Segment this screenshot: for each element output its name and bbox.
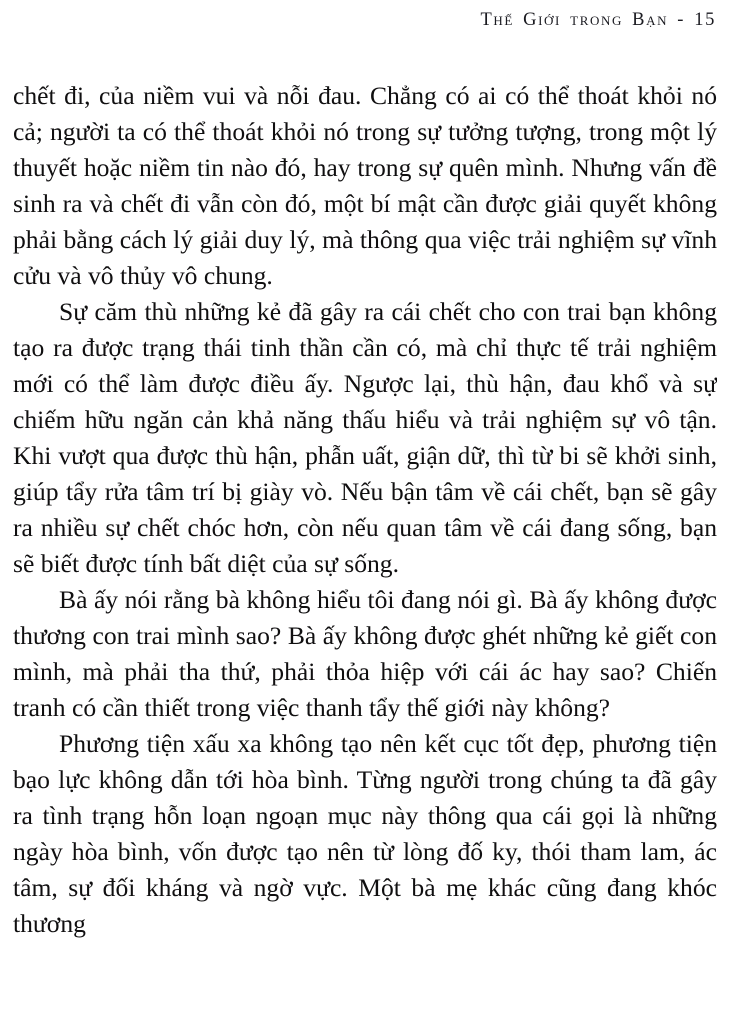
paragraph-2: Sự căm thù những kẻ đã gây ra cái chết cho con trai bạn không tạo ra được trạng thái tinh thần cần có, mà chỉ thực tế trải nghiệm mới có thể làm được điều ấy. Ngược lại, thù hận, đau khổ và sự chiếm hữu ngăn cản khả năng thấu hiểu và trải nghiệm sự vô tận. Khi vượt qua được thù hận, phẫn uất, giận dữ, thì từ bi sẽ khởi sinh, giúp tẩy rửa tâm trí bị giày vò. Nếu bận tâm về cái chết, bạn sẽ gây ra nhiều sự chết chóc hơn, còn nếu quan tâm về cái đang sống, bạn sẽ biết được tính bất diệt của sự sống.	[13, 297, 717, 578]
paragraph-1: chết đi, của niềm vui và nỗi đau. Chẳng có ai có thể thoát khỏi nó cả; người ta có thể thoát khỏi nó trong sự tưởng tượng, trong một lý thuyết hoặc niềm tin nào đó, hay trong sự quên mình. Nhưng vấn đề sinh ra và chết đi vẫn còn đó, một bí mật cần được giải quyết không phải bằng cách lý giải duy lý, mà thông qua việc trải nghiệm sự vĩnh cửu và vô thủy vô chung.	[13, 81, 717, 290]
running-head-text: Thế Giới trong Bạn - 15	[480, 10, 716, 30]
paragraph-3: Bà ấy nói rằng bà không hiểu tôi đang nói gì. Bà ấy không được thương con trai mình sao? Bà ấy không được ghét những kẻ giết con mình, mà phải tha thứ, phải thỏa hiệp với cái ác hay sao? Chiến tranh có cần thiết trong việc thanh tẩy thế giới này không?	[13, 585, 717, 722]
paragraph-4: Phương tiện xấu xa không tạo nên kết cục tốt đẹp, phương tiện bạo lực không dẫn tới hòa bình. Từng người trong chúng ta đã gây ra tình trạng hỗn loạn ngoạn mục này thông qua cái gọi là những ngày hòa bình, vốn được tạo nên từ lòng đố ky, thói tham lam, ác tâm, sự đối kháng và ngờ vực. Một bà mẹ khác cũng đang khóc thương	[13, 729, 717, 938]
running-head	[14, 10, 716, 36]
body-text-block	[13, 78, 717, 942]
